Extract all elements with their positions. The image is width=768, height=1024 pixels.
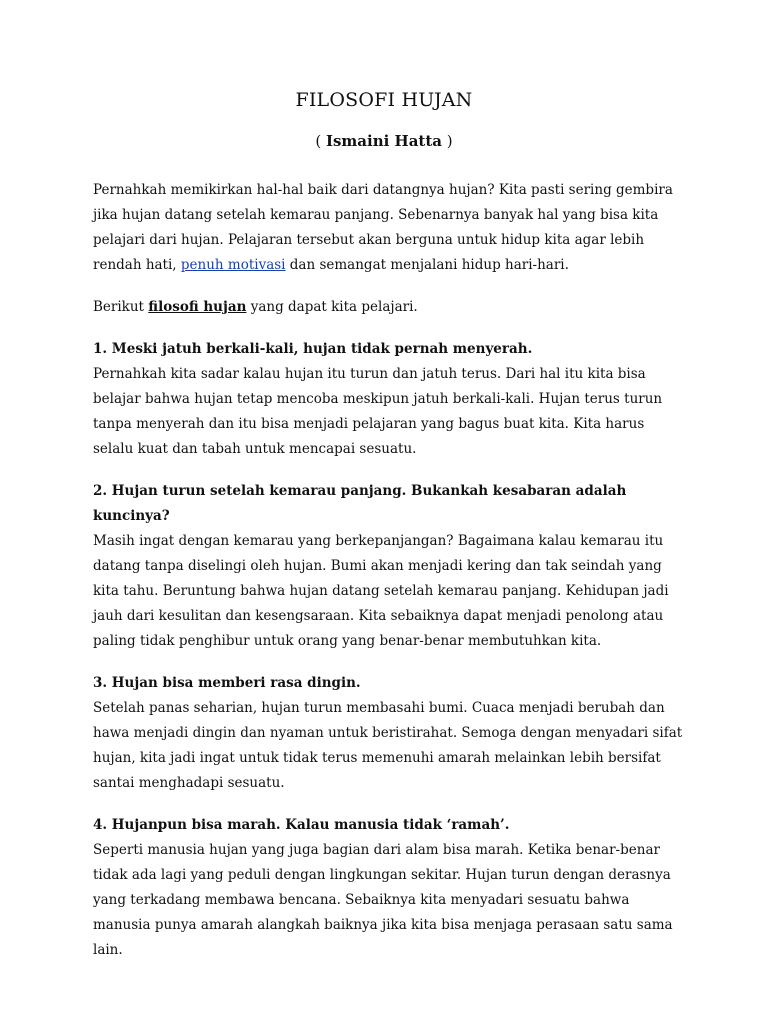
- section-body-4: Seperti manusia hujan yang juga bagian dari alam bisa marah. Ketika benar-benar tidak ada lagi yang peduli dengan lingkungan sekitar. Hujan turun dengan derasnya yang terkadang membawa bencana. Sebaiknya kita menyadari sesuatu bahwa manusia punya amarah alangkah baiknya jika kita bisa menjaga perasaan satu sama lain.: [93, 842, 673, 958]
- lead-text-before: Berikut: [93, 299, 149, 315]
- section-body-1: Pernahkah kita sadar kalau hujan itu turun dan jatuh terus. Dari hal itu kita bisa belajar bahwa hujan tetap mencoba meskipun jatuh berkali-kali. Hujan terus turun tanpa menyerah dan itu bisa menjadi pelajaran yang bagus buat kita. Kita harus selalu kuat dan tabah untuk mencapai sesuatu.: [93, 366, 663, 457]
- section-heading-4: 4. Hujanpun bisa marah. Kalau manusia tidak ‘ramah’.: [93, 817, 510, 833]
- document-title: FILOSOFI HUJAN: [295, 89, 473, 111]
- author-open-paren: (: [315, 132, 326, 150]
- section-heading-2: 2. Hujan turun setelah kemarau panjang. Bukankah kesabaran adalah kuncinya?: [93, 483, 627, 524]
- author-close-paren: ): [442, 132, 453, 150]
- intro-text-before-link: Pernahkah memikirkan hal-hal baik dari datangnya hujan? Kita pasti sering gembira jika hujan datang setelah kemarau panjang. Sebenarnya banyak hal yang bisa kita pelajari dari hujan. Pelajaran tersebut akan berguna untuk hidup kita agar lebih rendah hati,: [93, 182, 673, 273]
- intro-text-after-link: dan semangat menjalani hidup hari-hari.: [285, 257, 569, 273]
- lead-text-after: yang dapat kita pelajari.: [246, 299, 418, 315]
- motivation-link[interactable]: penuh motivasi: [180, 257, 286, 273]
- section-body-2: Masih ingat dengan kemarau yang berkepanjangan? Bagaimana kalau kemarau itu datang tanpa diselingi oleh hujan. Bumi akan menjadi kering dan tak seindah yang kita tahu. Beruntung bahwa hujan datang setelah kemarau panjang. Kehidupan jadi jauh dari kesulitan dan kesengsaraan. Kita sebaiknya dapat menjadi penolong atau paling tidak penghibur untuk orang yang benar-benar membutuhkan kita.: [93, 533, 669, 649]
- lead-paragraph: [93, 295, 683, 320]
- section-heading-3: 3. Hujan bisa memberi rasa dingin.: [93, 675, 361, 691]
- document-author: [0, 131, 768, 151]
- author-name: Ismaini Hatta: [325, 132, 443, 150]
- lead-emphasis: filosofi hujan: [148, 299, 247, 315]
- document-content: [93, 178, 683, 980]
- section-body-3: Setelah panas seharian, hujan turun membasahi bumi. Cuaca menjadi berubah dan hawa menjadi dingin dan nyaman untuk beristirahat. Semoga dengan menyadari sifat hujan, kita jadi ingat untuk tidak terus memenuhi amarah melainkan lebih bersifat santai menghadapi sesuatu.: [93, 700, 683, 791]
- section-heading-1: 1. Meski jatuh berkali-kali, hujan tidak pernah menyerah.: [93, 341, 533, 357]
- intro-paragraph: [93, 178, 683, 278]
